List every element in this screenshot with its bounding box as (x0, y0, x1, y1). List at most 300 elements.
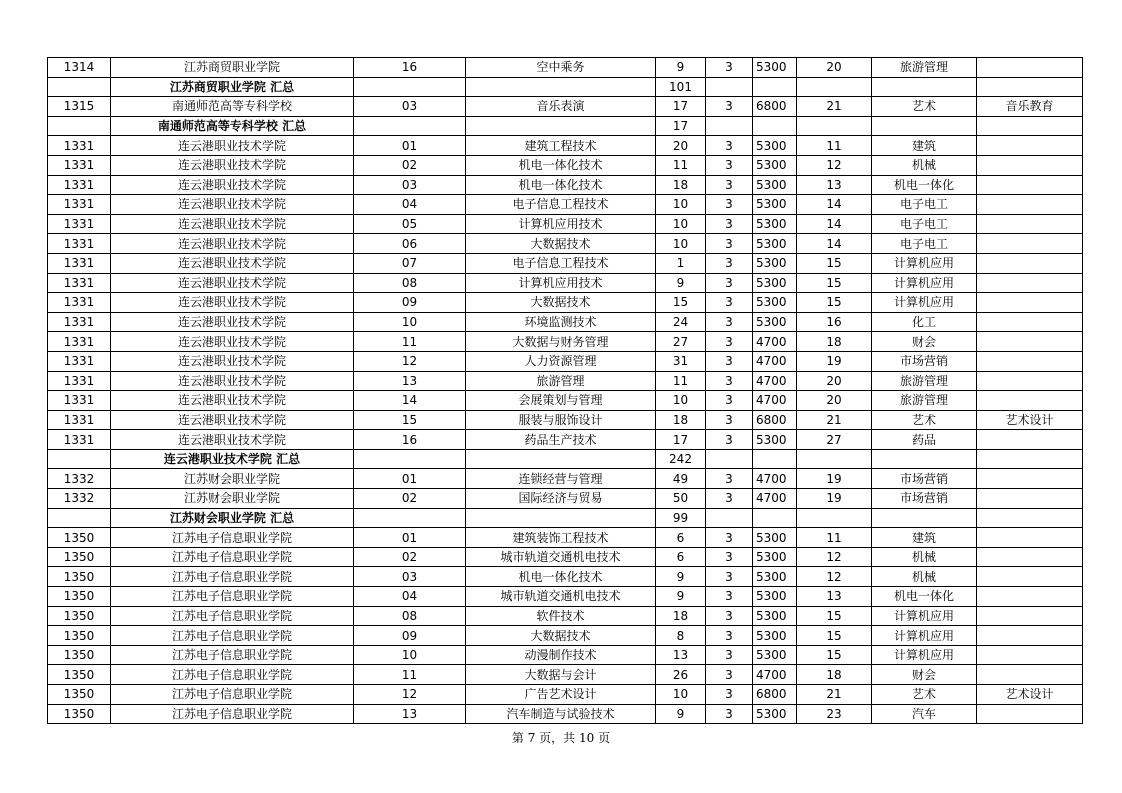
category-name-cell: 计算机应用 (872, 645, 977, 665)
plan-count-cell: 9 (656, 58, 706, 78)
note-cell (977, 195, 1083, 215)
category-name-cell: 市场营销 (872, 489, 977, 509)
tuition-fee-cell: 4700 (753, 469, 797, 489)
college-name-cell: 连云港职业技术学院 (111, 410, 354, 430)
college-code-cell: 1332 (48, 469, 111, 489)
college-code-cell: 1331 (48, 293, 111, 313)
study-years-cell: 3 (706, 351, 753, 371)
study-years-cell: 3 (706, 97, 753, 117)
category-number-cell: 12 (797, 567, 872, 587)
category-number-cell: 19 (797, 351, 872, 371)
category-name-cell: 计算机应用 (872, 626, 977, 646)
plan-count-cell: 20 (656, 136, 706, 156)
major-number-cell: 10 (354, 645, 466, 665)
major-name-cell: 建筑装饰工程技术 (466, 528, 656, 548)
college-code-cell: 1331 (48, 351, 111, 371)
study-years-cell (706, 116, 753, 136)
major-number-cell: 08 (354, 606, 466, 626)
category-name-cell: 机械 (872, 155, 977, 175)
college-name-cell: 江苏电子信息职业学院 (111, 606, 354, 626)
page-footer: 第 7 页，共 10 页 (511, 731, 611, 745)
college-code-cell: 1350 (48, 626, 111, 646)
tuition-fee-cell: 5300 (753, 234, 797, 254)
category-name-cell: 计算机应用 (872, 273, 977, 293)
college-name-cell: 江苏电子信息职业学院 (111, 587, 354, 607)
summary-row (48, 508, 1083, 528)
table-row (48, 606, 1083, 626)
major-number-cell: 14 (354, 391, 466, 411)
study-years-cell: 3 (706, 136, 753, 156)
college-name-cell: 江苏电子信息职业学院 (111, 645, 354, 665)
college-code-cell: 1331 (48, 332, 111, 352)
tuition-fee-cell: 5300 (753, 528, 797, 548)
college-name-cell: 连云港职业技术学院 汇总 (111, 449, 354, 469)
major-number-cell (354, 77, 466, 97)
study-years-cell: 3 (706, 587, 753, 607)
study-years-cell: 3 (706, 606, 753, 626)
summary-row (48, 116, 1083, 136)
tuition-fee-cell: 4700 (753, 489, 797, 509)
major-number-cell: 04 (354, 195, 466, 215)
study-years-cell: 3 (706, 234, 753, 254)
plan-count-cell: 1 (656, 253, 706, 273)
college-code-cell: 1350 (48, 645, 111, 665)
category-name-cell: 市场营销 (872, 469, 977, 489)
tuition-fee-cell: 5300 (753, 626, 797, 646)
category-name-cell (872, 449, 977, 469)
tuition-fee-cell: 5300 (753, 293, 797, 313)
note-cell: 音乐教育 (977, 97, 1083, 117)
tuition-fee-cell: 5300 (753, 587, 797, 607)
major-number-cell: 01 (354, 469, 466, 489)
summary-row (48, 77, 1083, 97)
college-name-cell: 连云港职业技术学院 (111, 351, 354, 371)
study-years-cell: 3 (706, 175, 753, 195)
note-cell (977, 155, 1083, 175)
note-cell: 艺术设计 (977, 410, 1083, 430)
note-cell (977, 234, 1083, 254)
table-row (48, 547, 1083, 567)
plan-count-cell: 31 (656, 351, 706, 371)
study-years-cell: 3 (706, 155, 753, 175)
plan-count-cell: 17 (656, 116, 706, 136)
major-number-cell: 16 (354, 430, 466, 450)
table-row (48, 97, 1083, 117)
table-row (48, 469, 1083, 489)
college-name-cell: 连云港职业技术学院 (111, 430, 354, 450)
plan-count-cell: 24 (656, 312, 706, 332)
major-number-cell: 12 (354, 685, 466, 705)
major-name-cell (466, 77, 656, 97)
plan-count-cell: 8 (656, 626, 706, 646)
study-years-cell (706, 449, 753, 469)
study-years-cell: 3 (706, 410, 753, 430)
category-number-cell: 15 (797, 293, 872, 313)
major-name-cell: 机电一体化技术 (466, 175, 656, 195)
major-number-cell (354, 449, 466, 469)
major-number-cell: 03 (354, 567, 466, 587)
category-number-cell: 20 (797, 371, 872, 391)
note-cell (977, 253, 1083, 273)
note-cell (977, 508, 1083, 528)
college-name-cell: 连云港职业技术学院 (111, 312, 354, 332)
table-row (48, 253, 1083, 273)
study-years-cell: 3 (706, 214, 753, 234)
college-code-cell: 1332 (48, 489, 111, 509)
study-years-cell: 3 (706, 547, 753, 567)
college-code-cell: 1331 (48, 214, 111, 234)
major-name-cell: 汽车制造与试验技术 (466, 704, 656, 724)
note-cell (977, 77, 1083, 97)
college-name-cell: 连云港职业技术学院 (111, 195, 354, 215)
category-number-cell: 14 (797, 234, 872, 254)
category-name-cell: 财会 (872, 665, 977, 685)
category-number-cell: 14 (797, 195, 872, 215)
plan-count-cell: 10 (656, 391, 706, 411)
tuition-fee-cell: 6800 (753, 97, 797, 117)
major-name-cell: 计算机应用技术 (466, 214, 656, 234)
major-number-cell: 01 (354, 136, 466, 156)
table-row (48, 567, 1083, 587)
major-number-cell: 08 (354, 273, 466, 293)
note-cell: 艺术设计 (977, 685, 1083, 705)
study-years-cell: 3 (706, 489, 753, 509)
tuition-fee-cell (753, 449, 797, 469)
plan-count-cell: 18 (656, 606, 706, 626)
major-name-cell: 电子信息工程技术 (466, 253, 656, 273)
major-name-cell: 国际经济与贸易 (466, 489, 656, 509)
college-name-cell: 江苏商贸职业学院 汇总 (111, 77, 354, 97)
college-name-cell: 江苏商贸职业学院 (111, 58, 354, 78)
study-years-cell: 3 (706, 430, 753, 450)
plan-count-cell: 10 (656, 234, 706, 254)
college-code-cell: 1331 (48, 175, 111, 195)
college-code-cell: 1331 (48, 430, 111, 450)
category-name-cell: 机械 (872, 567, 977, 587)
study-years-cell: 3 (706, 469, 753, 489)
category-number-cell (797, 116, 872, 136)
category-number-cell: 19 (797, 469, 872, 489)
note-cell (977, 567, 1083, 587)
category-number-cell: 11 (797, 136, 872, 156)
category-name-cell: 药品 (872, 430, 977, 450)
category-number-cell: 21 (797, 410, 872, 430)
college-name-cell: 连云港职业技术学院 (111, 155, 354, 175)
plan-count-cell: 242 (656, 449, 706, 469)
tuition-fee-cell: 4700 (753, 391, 797, 411)
category-number-cell: 15 (797, 645, 872, 665)
table-row (48, 312, 1083, 332)
study-years-cell: 3 (706, 391, 753, 411)
major-number-cell: 11 (354, 332, 466, 352)
category-number-cell: 18 (797, 332, 872, 352)
major-number-cell: 12 (354, 351, 466, 371)
note-cell (977, 665, 1083, 685)
tuition-fee-cell: 5300 (753, 253, 797, 273)
major-number-cell: 02 (354, 155, 466, 175)
college-name-cell: 江苏财会职业学院 (111, 489, 354, 509)
plan-count-cell: 15 (656, 293, 706, 313)
category-name-cell: 旅游管理 (872, 391, 977, 411)
college-name-cell: 江苏电子信息职业学院 (111, 685, 354, 705)
tuition-fee-cell (753, 77, 797, 97)
note-cell (977, 136, 1083, 156)
category-name-cell: 建筑 (872, 136, 977, 156)
major-name-cell: 旅游管理 (466, 371, 656, 391)
category-name-cell: 汽车 (872, 704, 977, 724)
plan-count-cell: 50 (656, 489, 706, 509)
category-number-cell: 12 (797, 547, 872, 567)
note-cell (977, 587, 1083, 607)
plan-count-cell: 13 (656, 645, 706, 665)
college-name-cell: 南通师范高等专科学校 (111, 97, 354, 117)
major-name-cell: 广告艺术设计 (466, 685, 656, 705)
note-cell (977, 391, 1083, 411)
study-years-cell: 3 (706, 293, 753, 313)
summary-row (48, 449, 1083, 469)
major-name-cell: 软件技术 (466, 606, 656, 626)
note-cell (977, 704, 1083, 724)
tuition-fee-cell: 6800 (753, 410, 797, 430)
plan-count-cell: 11 (656, 155, 706, 175)
college-name-cell: 连云港职业技术学院 (111, 175, 354, 195)
plan-count-cell: 18 (656, 175, 706, 195)
major-name-cell: 计算机应用技术 (466, 273, 656, 293)
category-name-cell: 旅游管理 (872, 371, 977, 391)
category-number-cell: 13 (797, 175, 872, 195)
major-name-cell: 空中乘务 (466, 58, 656, 78)
note-cell (977, 116, 1083, 136)
note-cell (977, 528, 1083, 548)
plan-count-cell: 6 (656, 547, 706, 567)
college-name-cell: 江苏电子信息职业学院 (111, 547, 354, 567)
category-number-cell: 11 (797, 528, 872, 548)
major-name-cell: 大数据与会计 (466, 665, 656, 685)
note-cell (977, 626, 1083, 646)
study-years-cell: 3 (706, 704, 753, 724)
major-name-cell: 药品生产技术 (466, 430, 656, 450)
college-code-cell: 1350 (48, 528, 111, 548)
major-name-cell: 机电一体化技术 (466, 567, 656, 587)
note-cell (977, 371, 1083, 391)
college-code-cell: 1350 (48, 665, 111, 685)
major-number-cell: 04 (354, 587, 466, 607)
plan-count-cell: 101 (656, 77, 706, 97)
category-number-cell: 21 (797, 97, 872, 117)
major-number-cell: 11 (354, 665, 466, 685)
category-number-cell: 19 (797, 489, 872, 509)
category-name-cell: 财会 (872, 332, 977, 352)
college-code-cell: 1331 (48, 312, 111, 332)
college-name-cell: 连云港职业技术学院 (111, 136, 354, 156)
category-name-cell: 化工 (872, 312, 977, 332)
category-name-cell: 艺术 (872, 97, 977, 117)
college-code-cell (48, 508, 111, 528)
category-number-cell: 20 (797, 58, 872, 78)
plan-count-cell: 17 (656, 430, 706, 450)
enrollment-plan-table (47, 57, 1083, 724)
major-name-cell: 音乐表演 (466, 97, 656, 117)
category-name-cell: 建筑 (872, 528, 977, 548)
note-cell (977, 351, 1083, 371)
college-name-cell: 江苏财会职业学院 (111, 469, 354, 489)
note-cell (977, 214, 1083, 234)
study-years-cell: 3 (706, 685, 753, 705)
plan-count-cell: 9 (656, 704, 706, 724)
table-row (48, 665, 1083, 685)
tuition-fee-cell (753, 116, 797, 136)
college-code-cell: 1314 (48, 58, 111, 78)
plan-count-cell: 9 (656, 273, 706, 293)
category-number-cell (797, 508, 872, 528)
table-row (48, 528, 1083, 548)
table-row (48, 273, 1083, 293)
college-name-cell: 江苏电子信息职业学院 (111, 665, 354, 685)
major-number-cell: 13 (354, 704, 466, 724)
table-row (48, 155, 1083, 175)
tuition-fee-cell: 5300 (753, 58, 797, 78)
college-code-cell: 1315 (48, 97, 111, 117)
college-code-cell: 1350 (48, 685, 111, 705)
tuition-fee-cell: 4700 (753, 371, 797, 391)
college-code-cell: 1350 (48, 606, 111, 626)
college-name-cell: 江苏财会职业学院 汇总 (111, 508, 354, 528)
category-number-cell (797, 449, 872, 469)
college-code-cell: 1331 (48, 136, 111, 156)
category-number-cell: 15 (797, 273, 872, 293)
category-name-cell (872, 116, 977, 136)
college-name-cell: 连云港职业技术学院 (111, 253, 354, 273)
category-number-cell: 13 (797, 587, 872, 607)
major-number-cell: 06 (354, 234, 466, 254)
study-years-cell: 3 (706, 567, 753, 587)
category-name-cell: 计算机应用 (872, 253, 977, 273)
category-number-cell: 27 (797, 430, 872, 450)
college-code-cell: 1350 (48, 587, 111, 607)
study-years-cell: 3 (706, 195, 753, 215)
tuition-fee-cell: 4700 (753, 665, 797, 685)
category-number-cell: 23 (797, 704, 872, 724)
note-cell (977, 312, 1083, 332)
major-name-cell: 动漫制作技术 (466, 645, 656, 665)
table-row (48, 214, 1083, 234)
major-name-cell: 会展策划与管理 (466, 391, 656, 411)
note-cell (977, 547, 1083, 567)
major-number-cell: 16 (354, 58, 466, 78)
major-number-cell: 09 (354, 626, 466, 646)
table-row (48, 136, 1083, 156)
major-number-cell: 03 (354, 97, 466, 117)
plan-count-cell: 10 (656, 214, 706, 234)
plan-count-cell: 99 (656, 508, 706, 528)
study-years-cell: 3 (706, 645, 753, 665)
major-name-cell: 大数据技术 (466, 626, 656, 646)
table-row (48, 685, 1083, 705)
tuition-fee-cell: 6800 (753, 685, 797, 705)
category-name-cell: 机电一体化 (872, 587, 977, 607)
note-cell (977, 489, 1083, 509)
major-name-cell (466, 449, 656, 469)
college-code-cell: 1331 (48, 391, 111, 411)
college-name-cell: 连云港职业技术学院 (111, 234, 354, 254)
table-row (48, 293, 1083, 313)
table-row (48, 489, 1083, 509)
tuition-fee-cell (753, 508, 797, 528)
college-code-cell: 1331 (48, 273, 111, 293)
study-years-cell: 3 (706, 253, 753, 273)
table-row (48, 587, 1083, 607)
category-name-cell: 电子电工 (872, 214, 977, 234)
table-row (48, 332, 1083, 352)
major-number-cell: 10 (354, 312, 466, 332)
category-name-cell: 旅游管理 (872, 58, 977, 78)
college-name-cell: 江苏电子信息职业学院 (111, 567, 354, 587)
tuition-fee-cell: 5300 (753, 606, 797, 626)
category-name-cell: 机械 (872, 547, 977, 567)
college-name-cell: 连云港职业技术学院 (111, 391, 354, 411)
college-name-cell: 江苏电子信息职业学院 (111, 704, 354, 724)
table-row (48, 645, 1083, 665)
category-name-cell (872, 508, 977, 528)
note-cell (977, 449, 1083, 469)
table-row (48, 704, 1083, 724)
tuition-fee-cell: 5300 (753, 175, 797, 195)
college-code-cell (48, 77, 111, 97)
category-number-cell: 14 (797, 214, 872, 234)
tuition-fee-cell: 5300 (753, 547, 797, 567)
category-name-cell: 电子电工 (872, 234, 977, 254)
table-row (48, 58, 1083, 78)
note-cell (977, 58, 1083, 78)
category-number-cell: 18 (797, 665, 872, 685)
category-number-cell: 16 (797, 312, 872, 332)
major-number-cell: 13 (354, 371, 466, 391)
study-years-cell: 3 (706, 58, 753, 78)
study-years-cell: 3 (706, 371, 753, 391)
college-code-cell: 1331 (48, 234, 111, 254)
note-cell (977, 273, 1083, 293)
table-row (48, 371, 1083, 391)
major-number-cell: 07 (354, 253, 466, 273)
tuition-fee-cell: 5300 (753, 645, 797, 665)
category-name-cell: 市场营销 (872, 351, 977, 371)
college-name-cell: 江苏电子信息职业学院 (111, 528, 354, 548)
tuition-fee-cell: 5300 (753, 155, 797, 175)
note-cell (977, 332, 1083, 352)
tuition-fee-cell: 5300 (753, 430, 797, 450)
college-name-cell: 连云港职业技术学院 (111, 273, 354, 293)
college-code-cell: 1350 (48, 567, 111, 587)
note-cell (977, 469, 1083, 489)
plan-count-cell: 26 (656, 665, 706, 685)
table-row (48, 195, 1083, 215)
tuition-fee-cell: 5300 (753, 312, 797, 332)
plan-count-cell: 10 (656, 195, 706, 215)
college-code-cell: 1331 (48, 253, 111, 273)
major-number-cell: 15 (354, 410, 466, 430)
plan-count-cell: 18 (656, 410, 706, 430)
tuition-fee-cell: 5300 (753, 195, 797, 215)
note-cell (977, 175, 1083, 195)
category-name-cell (872, 77, 977, 97)
plan-count-cell: 27 (656, 332, 706, 352)
study-years-cell: 3 (706, 665, 753, 685)
college-code-cell: 1331 (48, 410, 111, 430)
major-name-cell: 城市轨道交通机电技术 (466, 587, 656, 607)
major-name-cell: 大数据技术 (466, 234, 656, 254)
major-name-cell (466, 116, 656, 136)
college-name-cell: 连云港职业技术学院 (111, 371, 354, 391)
